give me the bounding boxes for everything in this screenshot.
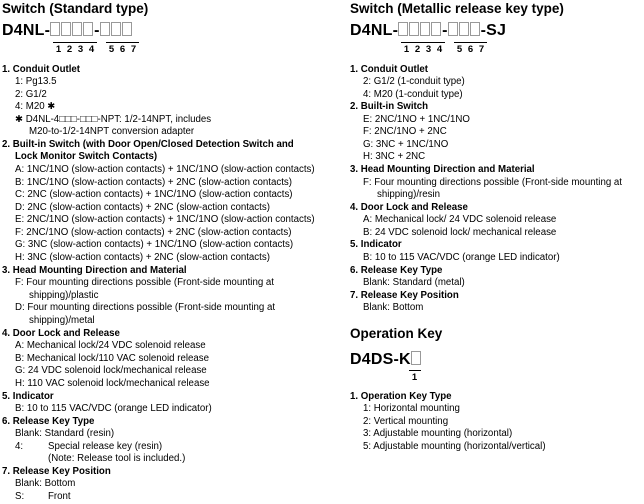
section-title: Switch (Standard type)	[2, 1, 149, 16]
list-item: 1: Pg13.5	[15, 76, 57, 87]
model-code: D4NL- -	[2, 22, 133, 40]
list-item: 4: M20 (1-conduit type)	[363, 89, 463, 100]
list-item: Blank: Standard (metal)	[363, 277, 465, 288]
heading-conduit-outlet: 1. Conduit Outlet	[2, 64, 81, 75]
list-item: F: Four mounting directions possible (Front-side mounting at	[363, 177, 622, 188]
list-item: B: 10 to 115 VAC/VDC (orange LED indicator)	[15, 403, 212, 414]
heading-head-mounting: 3. Head Mounting Direction and Material	[2, 265, 187, 276]
list-item: E: 2NC/1NO (slow-action contacts) + 1NC/1NO (slow-action contacts)	[15, 214, 315, 225]
list-item: 4: M20 ✱	[15, 101, 56, 112]
heading-release-key-position: 7. Release Key Position	[2, 466, 111, 477]
operation-key-model: D4DS-K	[350, 351, 422, 369]
model-code: D4NL- - -SJ	[350, 22, 507, 39]
list-item: shipping)/metal	[29, 315, 95, 326]
list-item: M20-to-1/2-14NPT conversion adapter	[29, 126, 195, 137]
heading-door-lock: 4. Door Lock and Release	[2, 328, 120, 339]
list-item: B: Mechanical lock/110 VAC solenoid release	[15, 353, 210, 364]
model-prefix: D4NL-	[2, 22, 51, 39]
list-item: G: 24 VDC solenoid lock/mechanical release	[15, 365, 207, 376]
list-item: Front	[48, 491, 71, 502]
list-item: F: 2NC/1NO + 2NC	[363, 126, 447, 137]
list-item-key: S:	[15, 491, 25, 502]
model-suffix: -SJ	[480, 22, 507, 39]
heading-built-in-switch: 2. Built-in Switch (with Door Open/Closed Detection Switch and	[2, 139, 294, 150]
position-digits: 1 2 3 4 5 6 7	[55, 44, 137, 55]
heading-operation-key-type: 1. Operation Key Type	[350, 391, 452, 402]
model-prefix: D4NL-	[350, 22, 399, 39]
list-item: B: 1NC/1NO (slow-action contacts) + 2NC (slow-action contacts)	[15, 177, 292, 188]
list-item: D: 2NC (slow-action contacts) + 2NC (slow-action contacts)	[15, 202, 270, 213]
list-item: A: 1NC/1NO (slow-action contacts) + 1NC/1NO (slow-action contacts)	[15, 164, 315, 175]
list-item: A: Mechanical lock/24 VDC solenoid release	[15, 340, 206, 351]
list-item: 2: G1/2	[15, 89, 47, 100]
heading-built-in-switch: 2. Built-in Switch	[350, 101, 429, 112]
list-item-key: 4:	[15, 441, 24, 452]
position-digits: 1 2 3 4 5 6 7	[403, 44, 485, 55]
list-item: ✱ D4NL-4□□□-□□□-NPT: 1/2-14NPT, includes	[15, 114, 212, 125]
list-item: 2: Vertical mounting	[363, 416, 449, 427]
list-item: shipping)/resin	[377, 189, 441, 200]
heading-built-in-switch-cont: Lock Monitor Switch Contacts)	[15, 151, 158, 162]
list-item: A: Mechanical lock/ 24 VDC solenoid release	[363, 214, 557, 225]
heading-release-key-position: 7. Release Key Position	[350, 290, 459, 301]
heading-release-key-type: 6. Release Key Type	[350, 265, 443, 276]
heading-indicator: 5. Indicator	[350, 239, 402, 250]
list-item: F: Four mounting directions possible (Front-side mounting at	[15, 277, 274, 288]
list-item: shipping)/plastic	[29, 290, 99, 301]
operation-key-title: Operation Key	[350, 326, 443, 341]
list-item: B: 24 VDC solenoid lock/ mechanical release	[363, 227, 557, 238]
section-title: Switch (Metallic release key type)	[350, 1, 564, 16]
list-item: Special release key (resin)	[48, 441, 163, 452]
list-item: G: 3NC + 1NC/1NO	[363, 139, 449, 150]
list-item: 3: Adjustable mounting (horizontal)	[363, 428, 513, 439]
list-item: D: Four mounting directions possible (Front-side mounting at	[15, 302, 276, 313]
heading-head-mounting: 3. Head Mounting Direction and Material	[350, 164, 535, 175]
list-item: H: 3NC (slow-action contacts) + 2NC (slow-action contacts)	[15, 252, 270, 263]
position-digits: 1	[411, 372, 418, 383]
list-item: F: 2NC/1NO (slow-action contacts) + 2NC (slow-action contacts)	[15, 227, 292, 238]
list-item: (Note: Release tool is included.)	[48, 453, 186, 464]
list-item: 5: Adjustable mounting (horizontal/vertical)	[363, 441, 546, 452]
heading-conduit-outlet: 1. Conduit Outlet	[350, 64, 429, 75]
list-item: H: 110 VAC solenoid lock/mechanical release	[15, 378, 210, 389]
list-item: B: 10 to 115 VAC/VDC (orange LED indicator)	[363, 252, 560, 263]
heading-door-lock: 4. Door Lock and Release	[350, 202, 468, 213]
heading-indicator: 5. Indicator	[2, 391, 54, 402]
list-item: 1: Horizontal mounting	[363, 403, 460, 414]
list-item: Blank: Bottom	[363, 302, 424, 313]
heading-release-key-type: 6. Release Key Type	[2, 416, 95, 427]
list-item: G: 3NC (slow-action contacts) + 1NC/1NO (slow-action contacts)	[15, 239, 294, 250]
list-item: H: 3NC + 2NC	[363, 151, 426, 162]
list-item: Blank: Standard (resin)	[15, 428, 115, 439]
list-item: C: 2NC (slow-action contacts) + 1NC/1NO (slow-action contacts)	[15, 189, 293, 200]
list-item: Blank: Bottom	[15, 478, 76, 489]
list-item: 2: G1/2 (1-conduit type)	[363, 76, 465, 87]
list-item: E: 2NC/1NO + 1NC/1NO	[363, 114, 470, 125]
